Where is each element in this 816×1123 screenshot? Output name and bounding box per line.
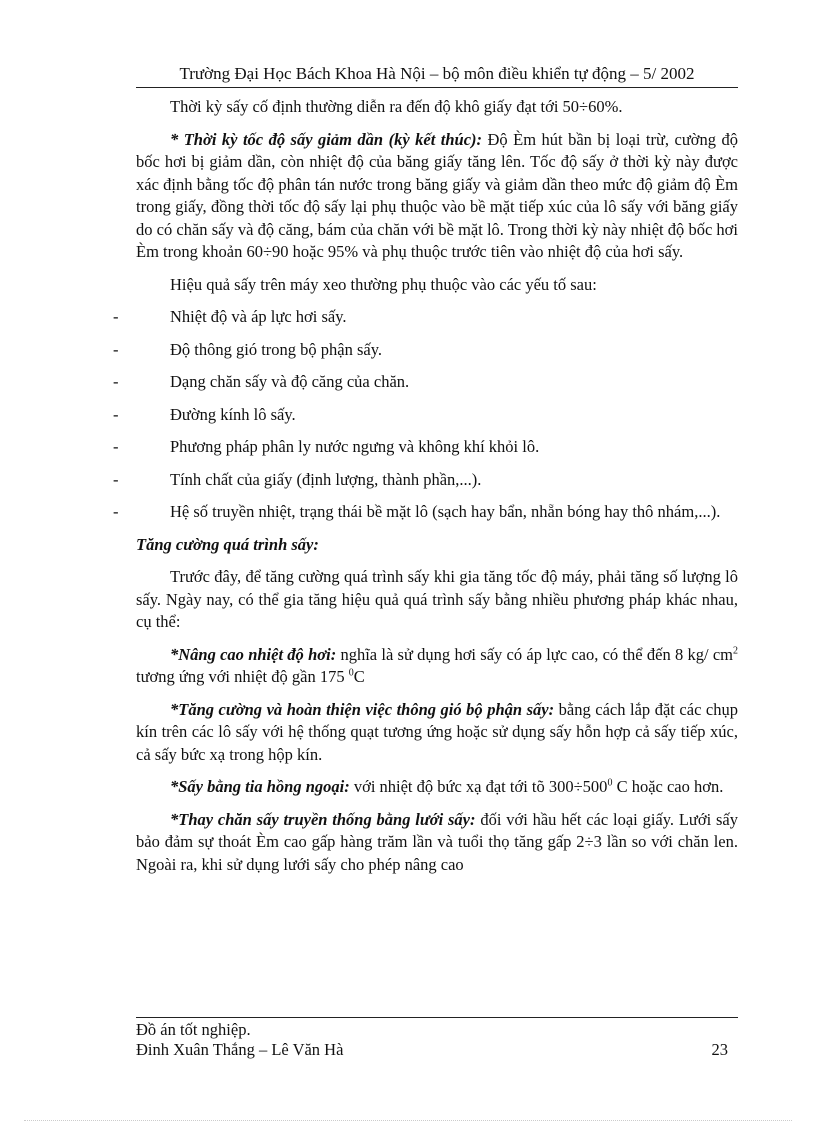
- section-intro: Trước đây, để tăng cường quá trình sấy khi gia tăng tốc độ máy, phải tăng số lượng lô sấy. Ngày nay, có thể gia tăng hiệu quả quá trình sấy bằng nhiều phương pháp khác nhau, cụ thể:: [136, 567, 738, 631]
- page-header: Trường Đại Học Bách Khoa Hà Nội – bộ môn điều khiển tự động – 5/ 2002: [136, 64, 738, 88]
- method-3-heading: *Sấy bằng tia hồng ngoại:: [170, 777, 350, 796]
- list-item: [113, 404, 738, 427]
- method-1-text-2: tương ứng với nhiệt độ gần 175: [136, 667, 349, 686]
- paragraph-2-heading: * Thời kỳ tốc độ sấy giảm dần (kỳ kết thúc):: [170, 129, 483, 149]
- superscript: 0: [607, 777, 613, 789]
- method-1: [136, 644, 738, 689]
- list-item: [113, 306, 738, 329]
- bullet-dash: -: [113, 469, 119, 489]
- paragraph-1: Thời kỳ sấy cố định thường diễn ra đến độ khô giấy đạt tới 50÷60%.: [170, 97, 623, 116]
- method-2-text: bằng cách lắp đặt các chụp kín trên các lô sấy với hệ thống quạt tương ứng hoặc sử dụng sấy hỗn hợp cả sấy tiếp xúc, cả sấy bức xạ trong hộp kín.: [136, 699, 739, 764]
- bullet-dash: -: [113, 372, 119, 391]
- method-3-text-2: C hoặc cao hơn.: [612, 777, 724, 796]
- list-item-text: Đường kính lô sấy.: [170, 404, 296, 424]
- bullet-dash: -: [113, 437, 119, 456]
- section-heading: Tăng cường quá trình sấy:: [136, 534, 319, 554]
- bullet-dash: -: [113, 339, 119, 359]
- method-1-text-3: C: [353, 667, 365, 686]
- method-2: [136, 699, 738, 767]
- footer-authors-row: [136, 1040, 728, 1060]
- list-item-text: Hệ số truyền nhiệt, trạng thái bề mặt lô (sạch hay bẩn, nhẵn bóng hay thô nhám,...).: [170, 502, 721, 521]
- method-4: [136, 809, 738, 877]
- footer-authors: Đinh Xuân Thắng – Lê Văn Hà: [136, 1040, 344, 1059]
- bullet-dash: -: [113, 404, 119, 424]
- list-item-text: Dạng chăn sấy và độ căng của chăn.: [170, 372, 410, 391]
- list-item-text: Phương pháp phân ly nước ngưng và không khí khỏi lô.: [170, 437, 540, 456]
- method-4-text: đối với hầu hết các loại giấy. Lưới sấy bảo đảm sự thoát Èm cao gấp hàng trăm lần và tuổi thọ tăng gấp 2÷3 lần so với chăn len. Ngoài ra, khi sử dụng lưới sấy cho phép nâng cao: [136, 809, 738, 874]
- paragraph-3: Hiệu quả sấy trên máy xeo thường phụ thuộc vào các yếu tố sau:: [170, 274, 597, 294]
- bullet-dash: -: [113, 307, 119, 326]
- list-item: [113, 339, 738, 362]
- page-bottom-divider: [24, 1120, 792, 1121]
- method-1-text: nghĩa là sử dụng hơi sấy có áp lực cao, có thể đến 8 kg/ cm: [336, 644, 733, 664]
- footer-thesis-label: Đồ án tốt nghiệp.: [136, 1020, 251, 1039]
- list-item: [113, 371, 738, 394]
- page-content: [113, 96, 739, 876]
- list-item-text: Nhiệt độ và áp lực hơi sấy.: [170, 307, 347, 326]
- method-1-heading: *Nâng cao nhiệt độ hơi:: [170, 644, 337, 664]
- paragraph-2: [136, 129, 738, 264]
- method-2-heading: *Tăng cường và hoàn thiện việc thông gió bộ phận sấy:: [170, 699, 555, 719]
- method-3-text: với nhiệt độ bức xạ đạt tới tõ 300÷500: [349, 777, 608, 796]
- list-item-text: Tính chất của giấy (định lượng, thành phần,...).: [170, 469, 482, 489]
- list-item-text: Độ thông gió trong bộ phận sấy.: [170, 339, 383, 359]
- method-4-heading: *Thay chăn sấy truyền thống bằng lưới sấy:: [170, 809, 476, 829]
- page-number: 23: [711, 1040, 728, 1059]
- list-item: [113, 469, 738, 492]
- list-item: [113, 436, 738, 459]
- paragraph-2-text: Độ Èm hút bần bị loại trừ, cường độ bốc hơi bị giảm dần, còn nhiệt độ của băng giấy tăng lên. Tốc độ sấy ở thời kỳ này được xác định bằng tốc độ phân tán nước trong băng giấy và giảm dần theo mức độ giảm độ Èm trong giấy, đồng thời tốc độ sấy lại phụ thuộc vào bề mặt tiếp xúc của lô sấy với băng giấy do có chăn sấy và độ căng, bám của chăn với bề mặt lô. Trong thời kỳ này nhiệt độ bốc hơi Èm trong khoản 60÷90 hoặc 95% và phụ thuộc trước tiên vào nhiệt độ của hơi sấy.: [136, 129, 739, 261]
- bullet-dash: -: [113, 502, 119, 521]
- method-3: [136, 776, 738, 799]
- list-item: [113, 501, 738, 524]
- superscript: 0: [348, 667, 354, 679]
- footer-divider: [136, 1017, 738, 1018]
- superscript: 2: [733, 645, 738, 656]
